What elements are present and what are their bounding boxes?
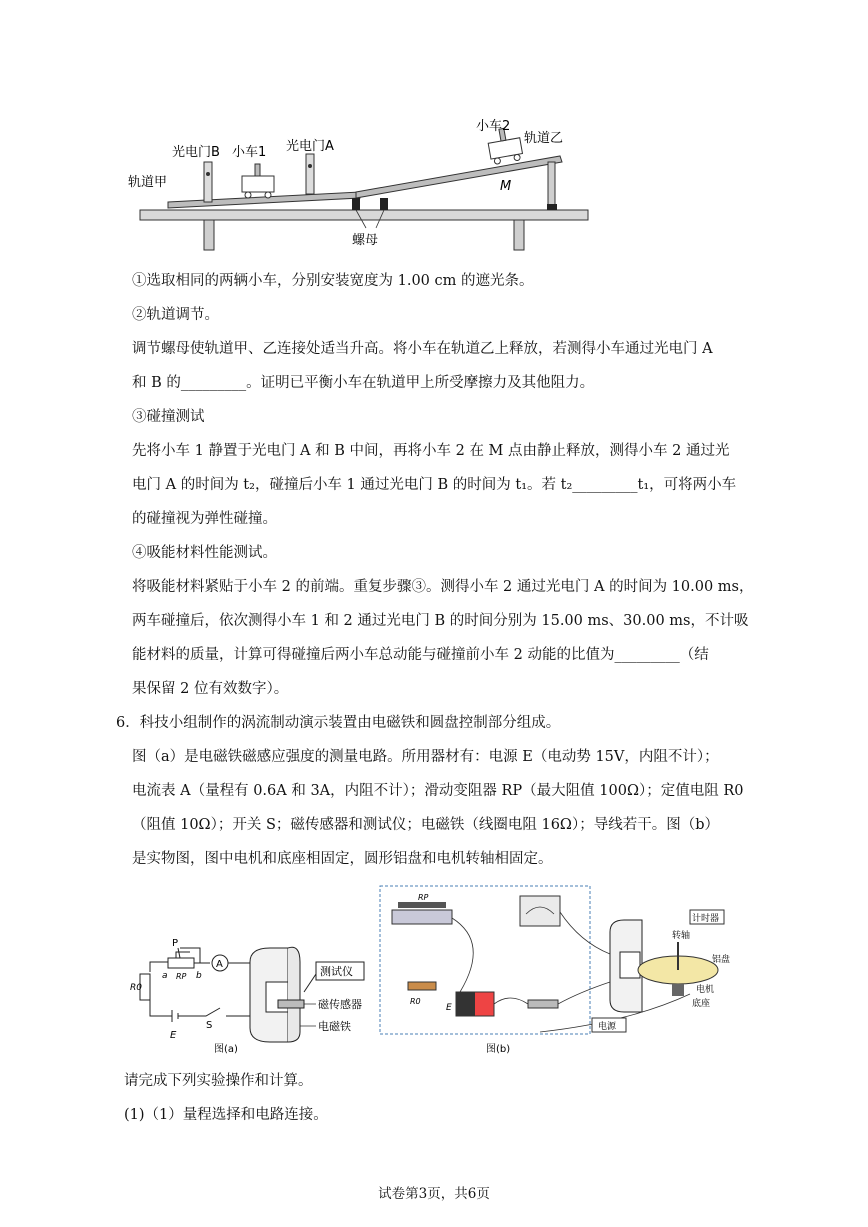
figure-a	[130, 938, 364, 1055]
point-m-label: M	[500, 179, 512, 194]
s-label: S	[206, 1020, 213, 1031]
text-line: 请完成下列实验操作和计算。	[124, 1073, 313, 1089]
text-line: 是实物图，图中电机和底座相固定，圆形铝盘和电机转轴相固定。	[132, 851, 553, 867]
end-a-label: a	[162, 971, 168, 981]
text-line: 6．科技小组制作的涡流制动演示装置由电磁铁和圆盘控制部分组成。	[116, 715, 561, 731]
text-line: 的碰撞视为弹性碰撞。	[132, 511, 277, 527]
text-line: 果保留 2 位有效数字）。	[132, 681, 289, 697]
text-line: 将吸能材料紧贴于小车 2 的前端。重复步骤③。测得小车 2 通过光电门 A 的时间为 10.00 ms，	[132, 579, 754, 595]
page-footer: 试卷第3页，共6页	[378, 1186, 490, 1202]
text-line: ①选取相同的两辆小车，分别安装宽度为 1.00 cm 的遮光条。	[132, 273, 534, 289]
car1-label: 小车1	[232, 145, 267, 160]
car2-label: 小车2	[476, 119, 511, 134]
question-tail	[124, 1064, 752, 1132]
motor-label: 电机	[696, 985, 715, 995]
text-line: 和 B 的_________。证明已平衡小车在轨道甲上所受摩擦力及其他阻力。	[132, 375, 595, 391]
end-b-label: b	[196, 971, 202, 981]
text-line: 图（a）是电磁铁磁感应强度的测量电路。所用器材有：电源 E（电动势 15V，内阻不计）；	[132, 749, 719, 765]
disc-label: 铝盘	[712, 955, 730, 965]
text-line: (1)（1）量程选择和电路连接。	[124, 1107, 328, 1123]
text-line: ④吸能材料性能测试。	[132, 545, 277, 561]
rp-b-label: RP	[418, 893, 429, 902]
track-b-label: 轨道乙	[524, 131, 564, 146]
figure-b	[380, 886, 730, 1055]
gate-a-label: 光电门A	[286, 139, 334, 154]
nut-label: 螺母	[352, 233, 379, 248]
track-figure	[120, 110, 600, 260]
counter-label: 计时器	[692, 914, 720, 924]
text-line: 两车碰撞后，依次测得小车 1 和 2 通过光电门 B 的时间分别为 15.00 ms、30.00 ms，不计吸	[132, 613, 749, 629]
track-a-label: 轨道甲	[128, 175, 168, 190]
text-line: 能材料的质量，计算可得碰撞后两小车总动能与碰撞前小车 2 动能的比值为_________（结	[132, 647, 709, 663]
text-line: ②轨道调节。	[132, 307, 219, 323]
r0-label: R0	[130, 983, 142, 993]
power-label: 电源	[598, 1022, 617, 1032]
text-line: 调节螺母使轨道甲、乙连接处适当升高。将小车在轨道乙上释放，若测得小车通过光电门 A	[132, 341, 713, 357]
circuit-figures	[130, 882, 730, 1062]
base-label: 底座	[692, 999, 711, 1009]
tester-label: 测试仪	[320, 965, 353, 978]
magnet-label: 电磁铁	[318, 1020, 351, 1033]
figure-b-caption: 图(b)	[486, 1044, 511, 1055]
slider-p-label: P	[172, 938, 179, 949]
text-line: ③碰撞测试	[132, 409, 205, 425]
figure-a-caption: 图(a)	[214, 1044, 238, 1055]
r0-b-label: R0	[410, 997, 421, 1006]
text-line: 电流表 A（量程有 0.6A 和 3A，内阻不计）；滑动变阻器 RP（最大阻值 100Ω）；定值电阻 R0	[132, 783, 744, 799]
question-text	[116, 264, 754, 876]
text-line: 电门 A 的时间为 t₂，碰撞后小车 1 通过光电门 B 的时间为 t₁。若 t₂_________t₁，可将两小车	[132, 477, 737, 493]
gate-b-label: 光电门B	[172, 145, 220, 160]
sensor-label: 磁传感器	[318, 998, 362, 1011]
e-label: E	[170, 1030, 177, 1041]
shaft-label: 转轴	[672, 931, 691, 941]
text-line: （阻值 10Ω）；开关 S；磁传感器和测试仪；电磁铁（线圈电阻 16Ω）；导线若干。图（b）	[132, 817, 719, 833]
text-line: 先将小车 1 静置于光电门 A 和 B 中间，再将小车 2 在 M 点由静止释放，测得小车 2 通过光	[132, 443, 730, 459]
rp-label: RP	[176, 972, 187, 981]
e-b-label: E	[446, 1003, 452, 1013]
ammeter-symbol: A	[216, 959, 223, 970]
